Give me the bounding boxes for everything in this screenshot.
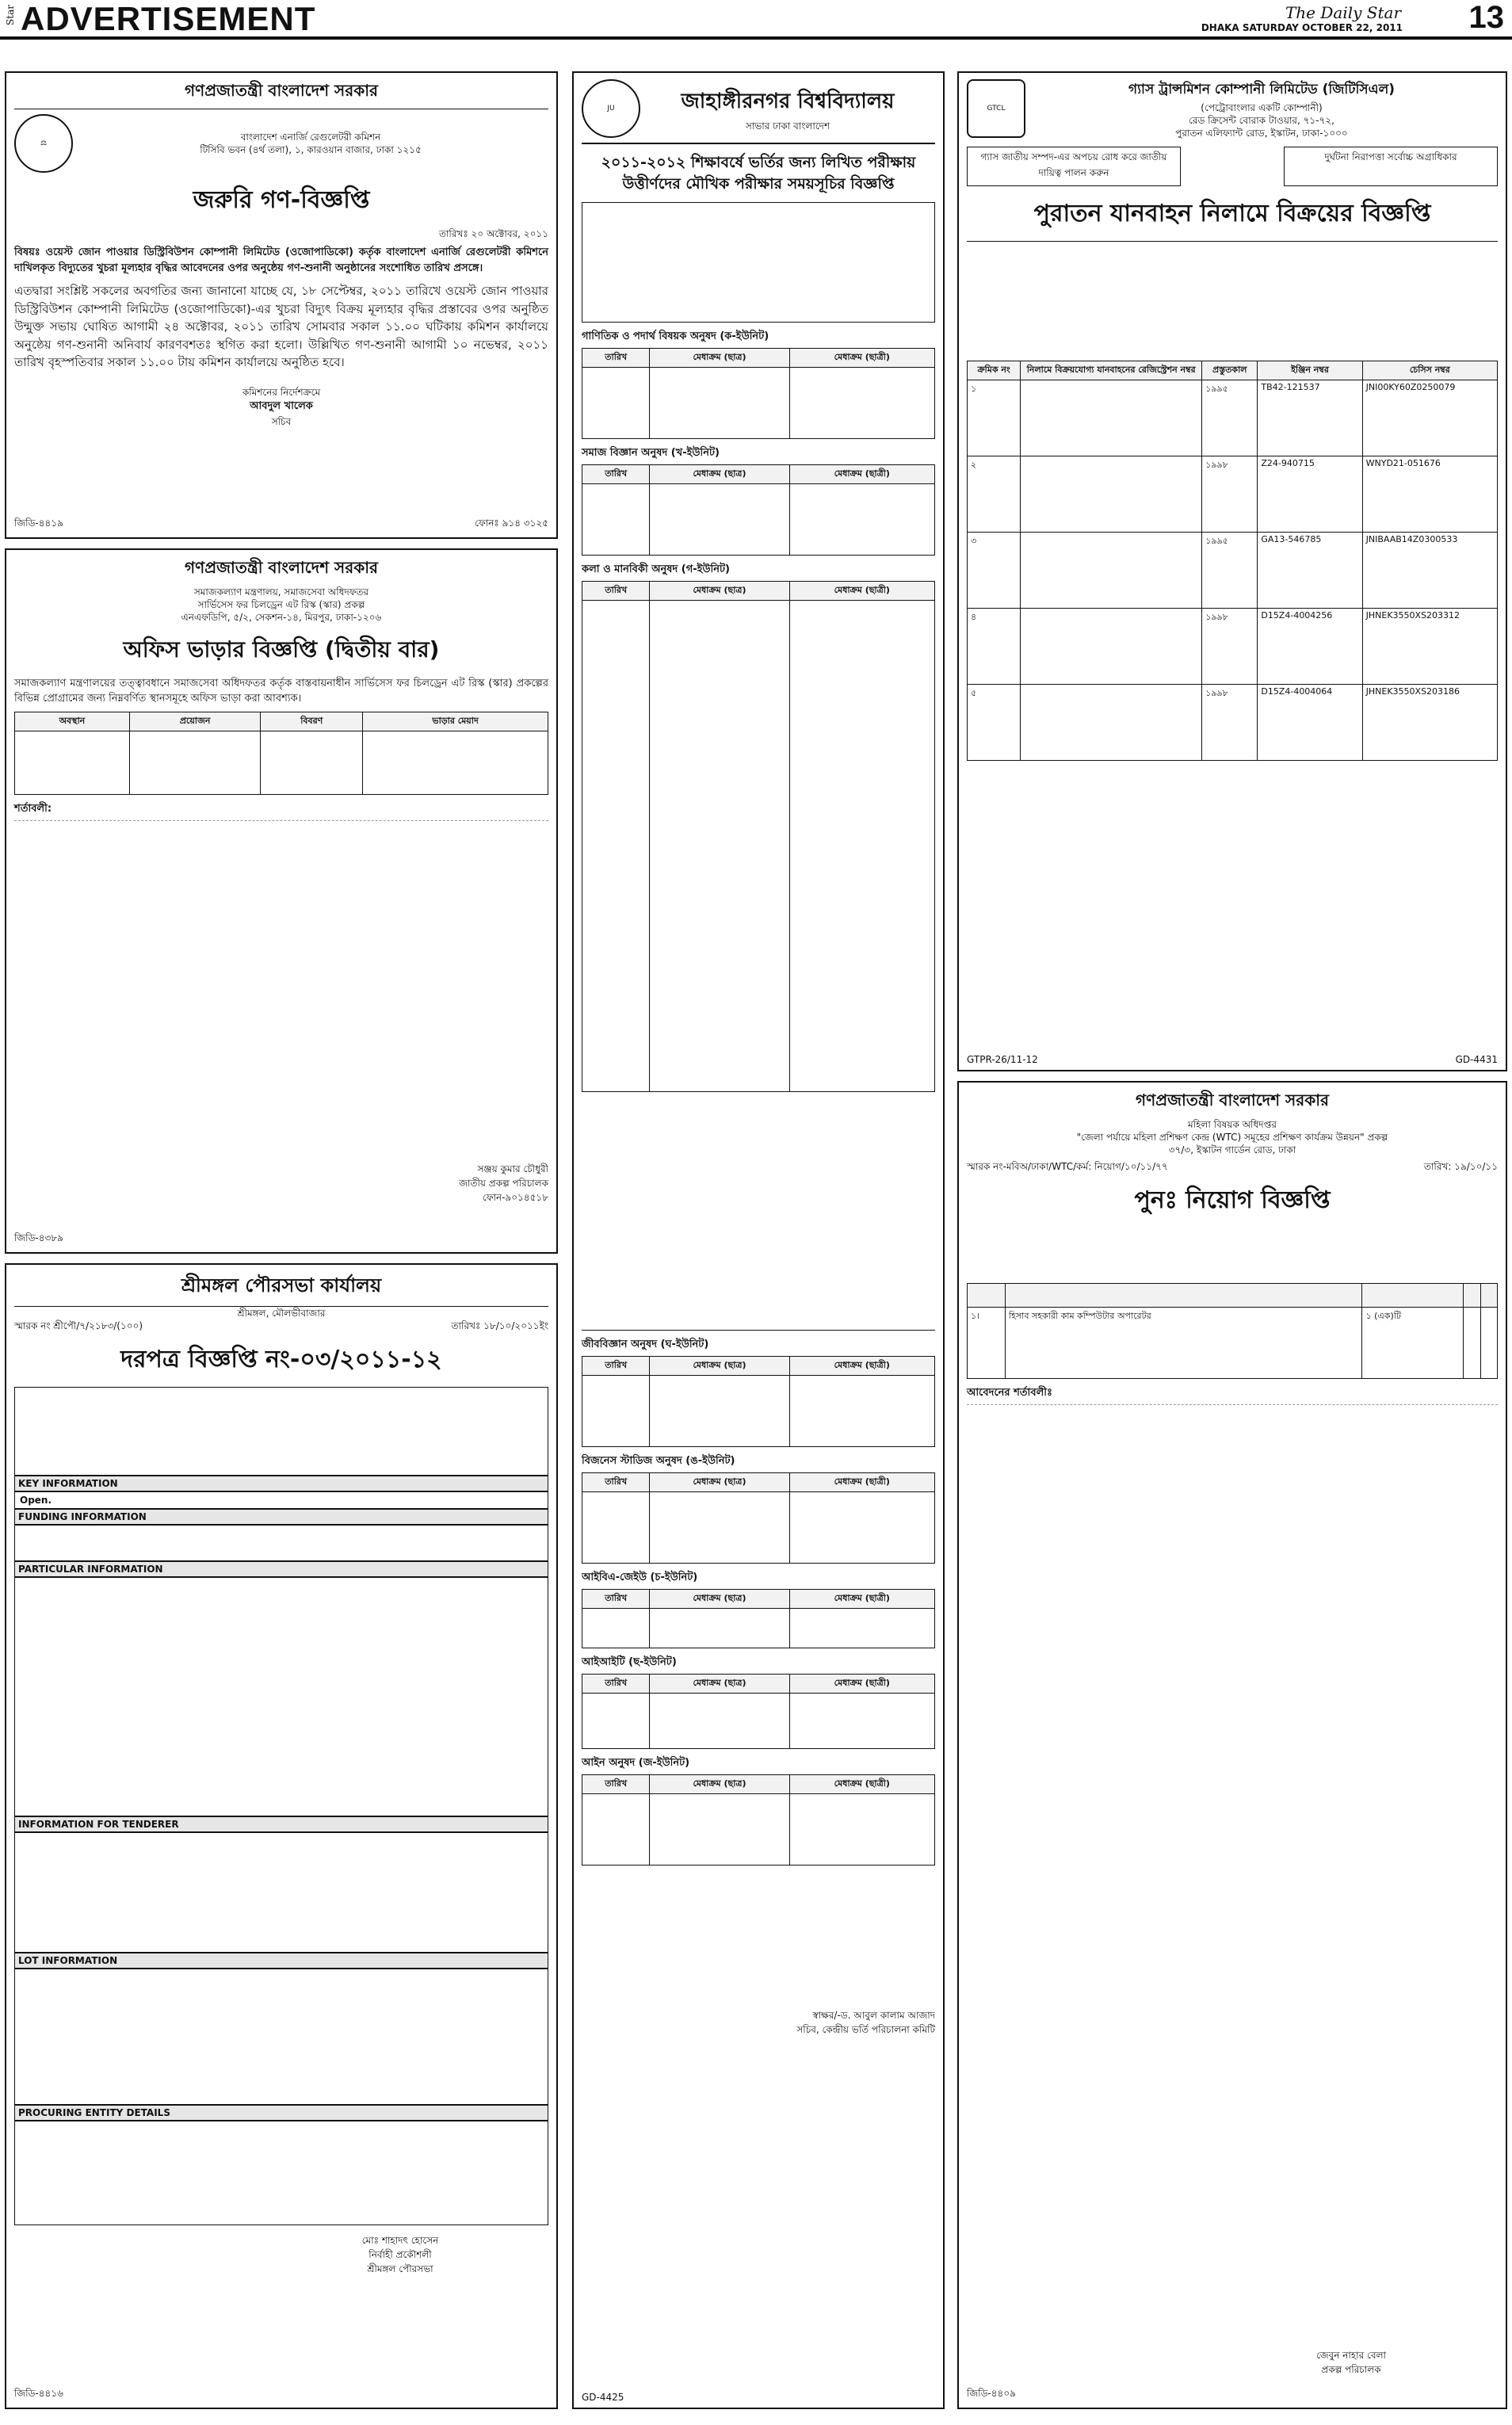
unit-gha: জীববিজ্ঞান অনুষদ (ঘ-ইউনিট) bbox=[582, 1339, 709, 1351]
intro: সমাজকল্যাণ মন্ত্রণালয়ের তত্ত্বাবধানে সমাজসেবা অধিদফতর কর্তৃক বাস্তবায়নাধীন সার্ভিসেস ফর চিলড্রেন এট রিস্ক (স্কার) প্রকল্পের বিভিন্ন প্রোগ্রামের জন্য নিম্নবর্ণিত স্থানসমূহে অফিস ভাড়া করা আবশ্যক। bbox=[14, 677, 548, 705]
signer-designation: প্রকল্প পরিচালক bbox=[1321, 2363, 1381, 2375]
rent-table bbox=[14, 712, 548, 795]
col-female: মেধাক্রম (ছাত্রী) bbox=[789, 1675, 934, 1694]
ad-code: জিডি-৪৪১৬ bbox=[14, 2388, 63, 2399]
cell-chassis: WNYD21-051676 bbox=[1362, 456, 1497, 532]
cell-year: ১৯৯৮ bbox=[1202, 684, 1258, 760]
masthead-mini: Star bbox=[5, 5, 16, 25]
org-name: বাংলাদেশ এনার্জি রেগুলেটরী কমিশন bbox=[240, 131, 381, 143]
unit-kha: সমাজ বিজ্ঞান অনুষদ (খ-ইউনিট) bbox=[582, 447, 720, 460]
section-key-info: KEY INFORMATION bbox=[14, 1476, 548, 1491]
col-term: ভাড়ার মেয়াদ bbox=[363, 712, 548, 731]
unit-ka: গাণিতিক ও পদার্থ বিষয়ক অনুষদ (ক-ইউনিট) bbox=[582, 330, 769, 343]
col-date: তারিখ bbox=[582, 349, 650, 368]
gtcl-terms bbox=[967, 761, 1498, 903]
cell-engine: D15Z4-4004256 bbox=[1258, 608, 1362, 684]
col-date: তারিখ bbox=[582, 582, 650, 601]
cell-engine: TB42-121537 bbox=[1258, 380, 1362, 456]
vehicle-table bbox=[967, 361, 1498, 761]
cell-chassis: JHNEK3550XS203186 bbox=[1362, 684, 1497, 760]
ju-notes bbox=[582, 1092, 935, 1331]
ju-intro bbox=[582, 202, 935, 323]
slogan-box-2: দুর্ঘটনা নিরাপত্তা সর্বোচ্চ অগ্রাধিকার bbox=[1284, 147, 1498, 186]
tenderer-rows bbox=[14, 1832, 548, 1953]
col-year: প্রস্তুতকাল bbox=[1202, 361, 1258, 380]
table-row bbox=[968, 608, 1498, 684]
col-male: মেধাক্রম (ছাত্র) bbox=[650, 1775, 789, 1794]
signer-designation: সচিব bbox=[271, 415, 292, 427]
signer-name: আবদুল খালেক bbox=[250, 399, 313, 412]
unit-chha-table bbox=[582, 1674, 935, 1749]
col-need: প্রয়োজন bbox=[129, 712, 261, 731]
signer-designation: জাতীয় প্রকল্প পরিচালক bbox=[459, 1177, 548, 1189]
col-male: মেধাক্রম (ছাত্র) bbox=[650, 349, 789, 368]
section-procuring: PROCURING ENTITY DETAILS bbox=[14, 2105, 548, 2121]
cell-sl: ২ bbox=[968, 456, 1021, 532]
col-female: মেধাক্রম (ছাত্রী) bbox=[789, 1590, 934, 1609]
address: ৩৭/৩, ইস্কাটন গার্ডেন রোড, ঢাকা bbox=[1168, 1144, 1296, 1156]
cell-sl: ১ bbox=[968, 380, 1021, 456]
post-table: ১। হিসাব সহকারী কাম কম্পিউটার অপারেটর ১ (এক)টি bbox=[967, 1283, 1498, 1379]
memo-no: স্মারক নং-মবিঅ/ঢাকা/WTC/কর্ম: নিয়োগ/১০/১১/৭৭ bbox=[967, 1160, 1168, 1172]
newspaper-name: The Daily Star bbox=[1285, 3, 1401, 22]
cell-year: ১৯৯৫ bbox=[1202, 380, 1258, 456]
cell-year: ১৯৯৫ bbox=[1202, 532, 1258, 608]
org-address: টিসিবি ভবন (৪র্থ তলা), ১, কারওয়ান বাজার, ঢাকা ১২১৫ bbox=[200, 144, 422, 155]
order-line: কমিশনের নির্দেশক্রমে bbox=[242, 386, 321, 398]
unit-ga: কলা ও মানবিকী অনুষদ (গ-ইউনিট) bbox=[582, 563, 731, 576]
unit-ka-table bbox=[582, 348, 935, 439]
unit-cha: আইবিএ-জেইউ (চ-ইউনিট) bbox=[582, 1571, 698, 1584]
cell-year: ১৯৯৮ bbox=[1202, 608, 1258, 684]
notice-body: এতদ্বারা সংশ্লিষ্ট সকলের অবগতির জন্য জানানো যাচ্ছে যে, ১৮ সেপ্টেম্বর, ২০১১ তারিখে ওয়েস্ট জোন পাওয়ার ডিস্ট্রিবিউশন কোম্পানী লিমিটেড (ওজোপাডিকো)-এর খুচরা বিদ্যুৎ বিক্রয় মূল্যহার বৃদ্ধির প্রস্তাবের ওপর অনুষ্ঠিত উন্মুক্ত সভায় ঘোষিত আগামী ২৪ অক্টোবর, ২০১১ তারিখ সোমবার সকাল ১১.০০ ঘটিকায় কমিশন কার্যালয়ে অনুষ্ঠেয় গণ-শুনানী অনিবার্য কারণবশতঃ স্থগিত করা হলো। উল্লিখিত গণ-শুনানী আগামী ১০ নভেম্বর, ২০১১ তারিখ বৃহস্পতিবার সকাল ১১.০০ টায় কমিশন কার্যালয়ে অনুষ্ঠিত হবে। bbox=[14, 284, 548, 370]
cell-engine: GA13-546785 bbox=[1258, 532, 1362, 608]
unit-umo: বিজনেস স্টাডিজ অনুষদ (ঙ-ইউনিট) bbox=[582, 1455, 735, 1468]
cell-sl: ৩ bbox=[968, 532, 1021, 608]
section-title: ADVERTISEMENT bbox=[21, 0, 316, 37]
page-number: 13 bbox=[1468, 0, 1504, 35]
gov-title: গণপ্রজাতন্ত্রী বাংলাদেশ সরকার bbox=[1136, 1090, 1329, 1109]
col-desc: বিবরণ bbox=[261, 712, 363, 731]
page-header bbox=[0, 0, 1512, 40]
ad-code: জিডি-৪৩৮৯ bbox=[14, 1232, 63, 1243]
unit-umo-table bbox=[582, 1472, 935, 1564]
signer-designation: নির্বাহী প্রকৌশলী bbox=[368, 2249, 432, 2261]
signer-name: সঞ্জয় কুমার চৌধুরী bbox=[477, 1163, 548, 1174]
col-date: তারিখ bbox=[582, 1775, 650, 1794]
particular-rows bbox=[14, 1577, 548, 1816]
intro bbox=[967, 1228, 1498, 1283]
ministry: সমাজকল্যাণ মন্ত্রণালয়, সমাজসেবা অধিদফতর bbox=[193, 586, 369, 598]
memo-no: স্মারক নং শ্রীপৌ/৭/২১৮৩/(১০০) bbox=[14, 1320, 143, 1332]
notice-title: পুরাতন যানবাহন নিলামে বিক্রয়ের বিজ্ঞপ্তি bbox=[1033, 199, 1431, 227]
col-male: মেধাক্রম (ছাত্র) bbox=[650, 1473, 789, 1492]
table-row bbox=[968, 456, 1498, 532]
table-row bbox=[968, 532, 1498, 608]
slogan-box-1: গ্যাস জাতীয় সম্পদ-এর অপচয় রোধ করে জাতীয় দায়িত্ব পালন করুন bbox=[967, 147, 1181, 186]
notice-title: পুনঃ নিয়োগ বিজ্ঞপ্তি bbox=[1134, 1186, 1331, 1214]
lot-rows bbox=[14, 1969, 548, 2105]
notice-title: অফিস ভাড়ার বিজ্ঞপ্তি (দ্বিতীয় বার) bbox=[123, 636, 440, 663]
gov-title: গণপ্রজাতন্ত্রী বাংলাদেশ সরকার bbox=[185, 558, 378, 577]
section-lot: LOT INFORMATION bbox=[14, 1953, 548, 1969]
gtcl-logo: GTCL bbox=[967, 79, 1025, 138]
company-sub: (পেট্রোবাংলার একটি কোম্পানী) bbox=[1201, 102, 1323, 113]
ju-logo: JU bbox=[582, 79, 640, 138]
col-date: তারিখ bbox=[582, 1357, 650, 1376]
col-reg: নিলামে বিক্রয়যোগ্য যানবাহনের রেজিস্ট্রেশন নম্বর bbox=[1021, 361, 1202, 380]
ad-code-right: GD-4431 bbox=[1455, 1054, 1498, 1065]
col-male: মেধাক্রম (ছাত্র) bbox=[650, 1590, 789, 1609]
phone: ফোন-৯০১৪৫১৮ bbox=[482, 1191, 548, 1203]
section-particular: PARTICULAR INFORMATION bbox=[14, 1561, 548, 1577]
conditions-body bbox=[14, 820, 548, 1154]
ad-women-affairs bbox=[957, 1081, 1507, 2409]
signer-name: মোঃ শাহাদৎ হোসেন bbox=[361, 2235, 439, 2247]
post-name: হিসাব সহকারী কাম কম্পিউটার অপারেটর bbox=[1005, 1307, 1362, 1378]
col-female: মেধাক্রম (ছাত্রী) bbox=[789, 1775, 934, 1794]
signer-name: স্বাক্ষর/-ড. আবুল কালাম আজাদ bbox=[812, 2010, 935, 2022]
address-line-2: পুরাতন এলিফ্যান্ট রোড, ইস্কাটন, ঢাকা-১০০০ bbox=[1175, 128, 1348, 139]
conditions-body bbox=[967, 1404, 1498, 2340]
project-name: "জেলা পর্যায়ে মহিলা প্রশিক্ষণ কেন্দ্র (WTC) সমূহের প্রশিক্ষণ কার্যক্রম উন্নয়ন" প্রকল্প bbox=[1076, 1132, 1388, 1144]
col-female: মেধাক্রম (ছাত্রী) bbox=[789, 349, 934, 368]
cell-sl: ৪ bbox=[968, 608, 1021, 684]
address-line-1: রেড ক্রিসেন্ট বোরাক টাওয়ার, ৭১-৭২, bbox=[1189, 115, 1334, 127]
col-male: মেধাক্রম (ছাত্র) bbox=[650, 1675, 789, 1694]
col-female: মেধাক্রম (ছাত্রী) bbox=[789, 465, 934, 484]
unit-gha-table bbox=[582, 1356, 935, 1447]
col-date: তারিখ bbox=[582, 1473, 650, 1492]
ju-headline: ২০১১-২০১২ শিক্ষাবর্ষে ভর্তির জন্য লিখিত পরীক্ষায় উত্তীর্ণদের মৌখিক পরীক্ষার সময়সূচির বিজ্ঞপ্তি bbox=[601, 154, 916, 193]
ad-gtcl bbox=[957, 71, 1507, 1071]
notice-intro bbox=[967, 241, 1498, 361]
gov-title: গণপ্রজাতন্ত্রী বাংলাদেশ সরকার bbox=[14, 79, 548, 109]
open-tender: Open. bbox=[14, 1491, 548, 1509]
notice-date: তারিখঃ ২০ অক্টোবর, ২০১১ bbox=[438, 228, 548, 239]
intro-table bbox=[14, 1387, 548, 1476]
unit: সার্ভিসেস ফর চিলড্রেন এট রিস্ক (স্কার) প্রকল্প bbox=[197, 599, 365, 611]
dateline: DHAKA SATURDAY OCTOBER 22, 2011 bbox=[1201, 22, 1403, 33]
ad-code-left: GTPR-26/11-12 bbox=[967, 1054, 1038, 1065]
office-title: শ্রীমঙ্গল পৌরসভা কার্যালয় bbox=[14, 1271, 548, 1307]
ad-code: GD-4425 bbox=[582, 2392, 624, 2403]
berc-seal: ⚖ bbox=[14, 114, 73, 173]
cell-engine: Z24-940715 bbox=[1258, 456, 1362, 532]
ad-berc bbox=[5, 71, 558, 539]
unit-kha-table bbox=[582, 464, 935, 556]
table-row bbox=[968, 684, 1498, 760]
signer-name: জেবুন নাহার বেলা bbox=[1315, 2349, 1387, 2361]
col-male: মেধাক্রম (ছাত্র) bbox=[650, 582, 789, 601]
col-location: অবস্থান bbox=[15, 712, 130, 731]
cell-chassis: JNIBAAB14Z0300533 bbox=[1362, 532, 1497, 608]
procuring-rows bbox=[14, 2121, 548, 2225]
department: মহিলা বিষয়ক অধিদপ্তর bbox=[1188, 1119, 1277, 1130]
section-tenderer: INFORMATION FOR TENDERER bbox=[14, 1816, 548, 1832]
funding-rows bbox=[14, 1525, 548, 1561]
ad-sreemangal bbox=[5, 1263, 558, 2409]
ad-code: জিডি-৪৪১৯ bbox=[14, 517, 63, 529]
signer-office: শ্রীমঙ্গল পৌরসভা bbox=[367, 2263, 433, 2275]
phone: ফোনঃ ৯১৪ ৩১২৫ bbox=[475, 517, 548, 529]
col-sl: ক্রমিক নং bbox=[968, 361, 1021, 380]
col-female: মেধাক্রম (ছাত্রী) bbox=[789, 582, 934, 601]
company-title: গ্যাস ট্রান্সমিশন কোম্পানী লিমিটেড (জিটিসিএল) bbox=[1128, 82, 1396, 97]
notice-subject: বিষয়ঃ ওয়েস্ট জোন পাওয়ার ডিস্ট্রিবিউশন কোম্পানী লিমিটেড (ওজোপাডিকো) কর্তৃক বাংলাদেশ এনার্জি রেগুলেটরী কমিশনে দাখিলকৃত বিদ্যুতের খুচরা মূল্যহার বৃদ্ধির আবেদনের ওপর অনুষ্ঠেয় গণ-শুনানী অনুষ্ঠানের সংশোধিত তারিখ প্রসঙ্গে। bbox=[14, 246, 548, 274]
col-date: তারিখ bbox=[582, 465, 650, 484]
col-male: মেধাক্রম (ছাত্র) bbox=[650, 465, 789, 484]
cell-engine: D15Z4-4004064 bbox=[1258, 684, 1362, 760]
cell-sl: ৫ bbox=[968, 684, 1021, 760]
ju-sub: সাভার ঢাকা বাংলাদেশ bbox=[745, 120, 830, 132]
ju-title: জাহাঙ্গীরনগর বিশ্ববিদ্যালয় bbox=[681, 89, 895, 113]
tender-title: দরপত্র বিজ্ঞপ্তি নং-০৩/২০১১-১২ bbox=[120, 1346, 442, 1374]
col-chassis: চেসিস নম্বর bbox=[1362, 361, 1497, 380]
cell-year: ১৯৯৮ bbox=[1202, 456, 1258, 532]
memo-date: তারিখ: ১৯/১০/১১ bbox=[1423, 1160, 1498, 1172]
unit-ja-table bbox=[582, 1774, 935, 1866]
memo-date: তারিখঃ ১৮/১০/২০১১ইং bbox=[451, 1320, 548, 1332]
unit-ga-table bbox=[582, 581, 935, 1092]
col-date: তারিখ bbox=[582, 1590, 650, 1609]
notice-title: জরুরি গণ-বিজ্ঞপ্তি bbox=[193, 186, 370, 214]
office-sub: শ্রীমঙ্গল, মৌলভীবাজার bbox=[237, 1308, 326, 1319]
ju-footnotes bbox=[582, 1866, 935, 2000]
conditions-label: আবেদনের শর্তাবলীঃ bbox=[967, 1386, 1052, 1399]
col-female: মেধাক্রম (ছাত্রী) bbox=[789, 1473, 934, 1492]
ad-office-rent bbox=[5, 548, 558, 1254]
ad-jahangirnagar bbox=[572, 71, 945, 2409]
table-row bbox=[968, 380, 1498, 456]
unit-chha: আইআইটি (ছ-ইউনিট) bbox=[582, 1656, 677, 1669]
section-funding: FUNDING INFORMATION bbox=[14, 1509, 548, 1525]
col-male: মেধাক্রম (ছাত্র) bbox=[650, 1357, 789, 1376]
signer-designation: সচিব, কেন্দ্রীয় ভর্তি পরিচালনা কমিটি bbox=[796, 2024, 935, 2036]
unit-ja: আইন অনুষদ (জ-ইউনিট) bbox=[582, 1757, 690, 1770]
cell-chassis: JHNEK3550XS203312 bbox=[1362, 608, 1497, 684]
conditions-label: শর্তাবলী: bbox=[14, 802, 52, 815]
col-date: তারিখ bbox=[582, 1675, 650, 1694]
col-female: মেধাক্রম (ছাত্রী) bbox=[789, 1357, 934, 1376]
post-count: ১ (এক)টি bbox=[1362, 1307, 1464, 1378]
unit-cha-table bbox=[582, 1589, 935, 1648]
cell-chassis: JNI00KY60Z0250079 bbox=[1362, 380, 1497, 456]
address: এনএফডিপি, ৫/২, সেকশন-১৪, মিরপুর, ঢাকা-১২০৬ bbox=[181, 612, 382, 624]
col-engine: ইঞ্জিন নম্বর bbox=[1258, 361, 1362, 380]
ad-code: জিডি-৪৪০৯ bbox=[967, 2388, 1016, 2399]
